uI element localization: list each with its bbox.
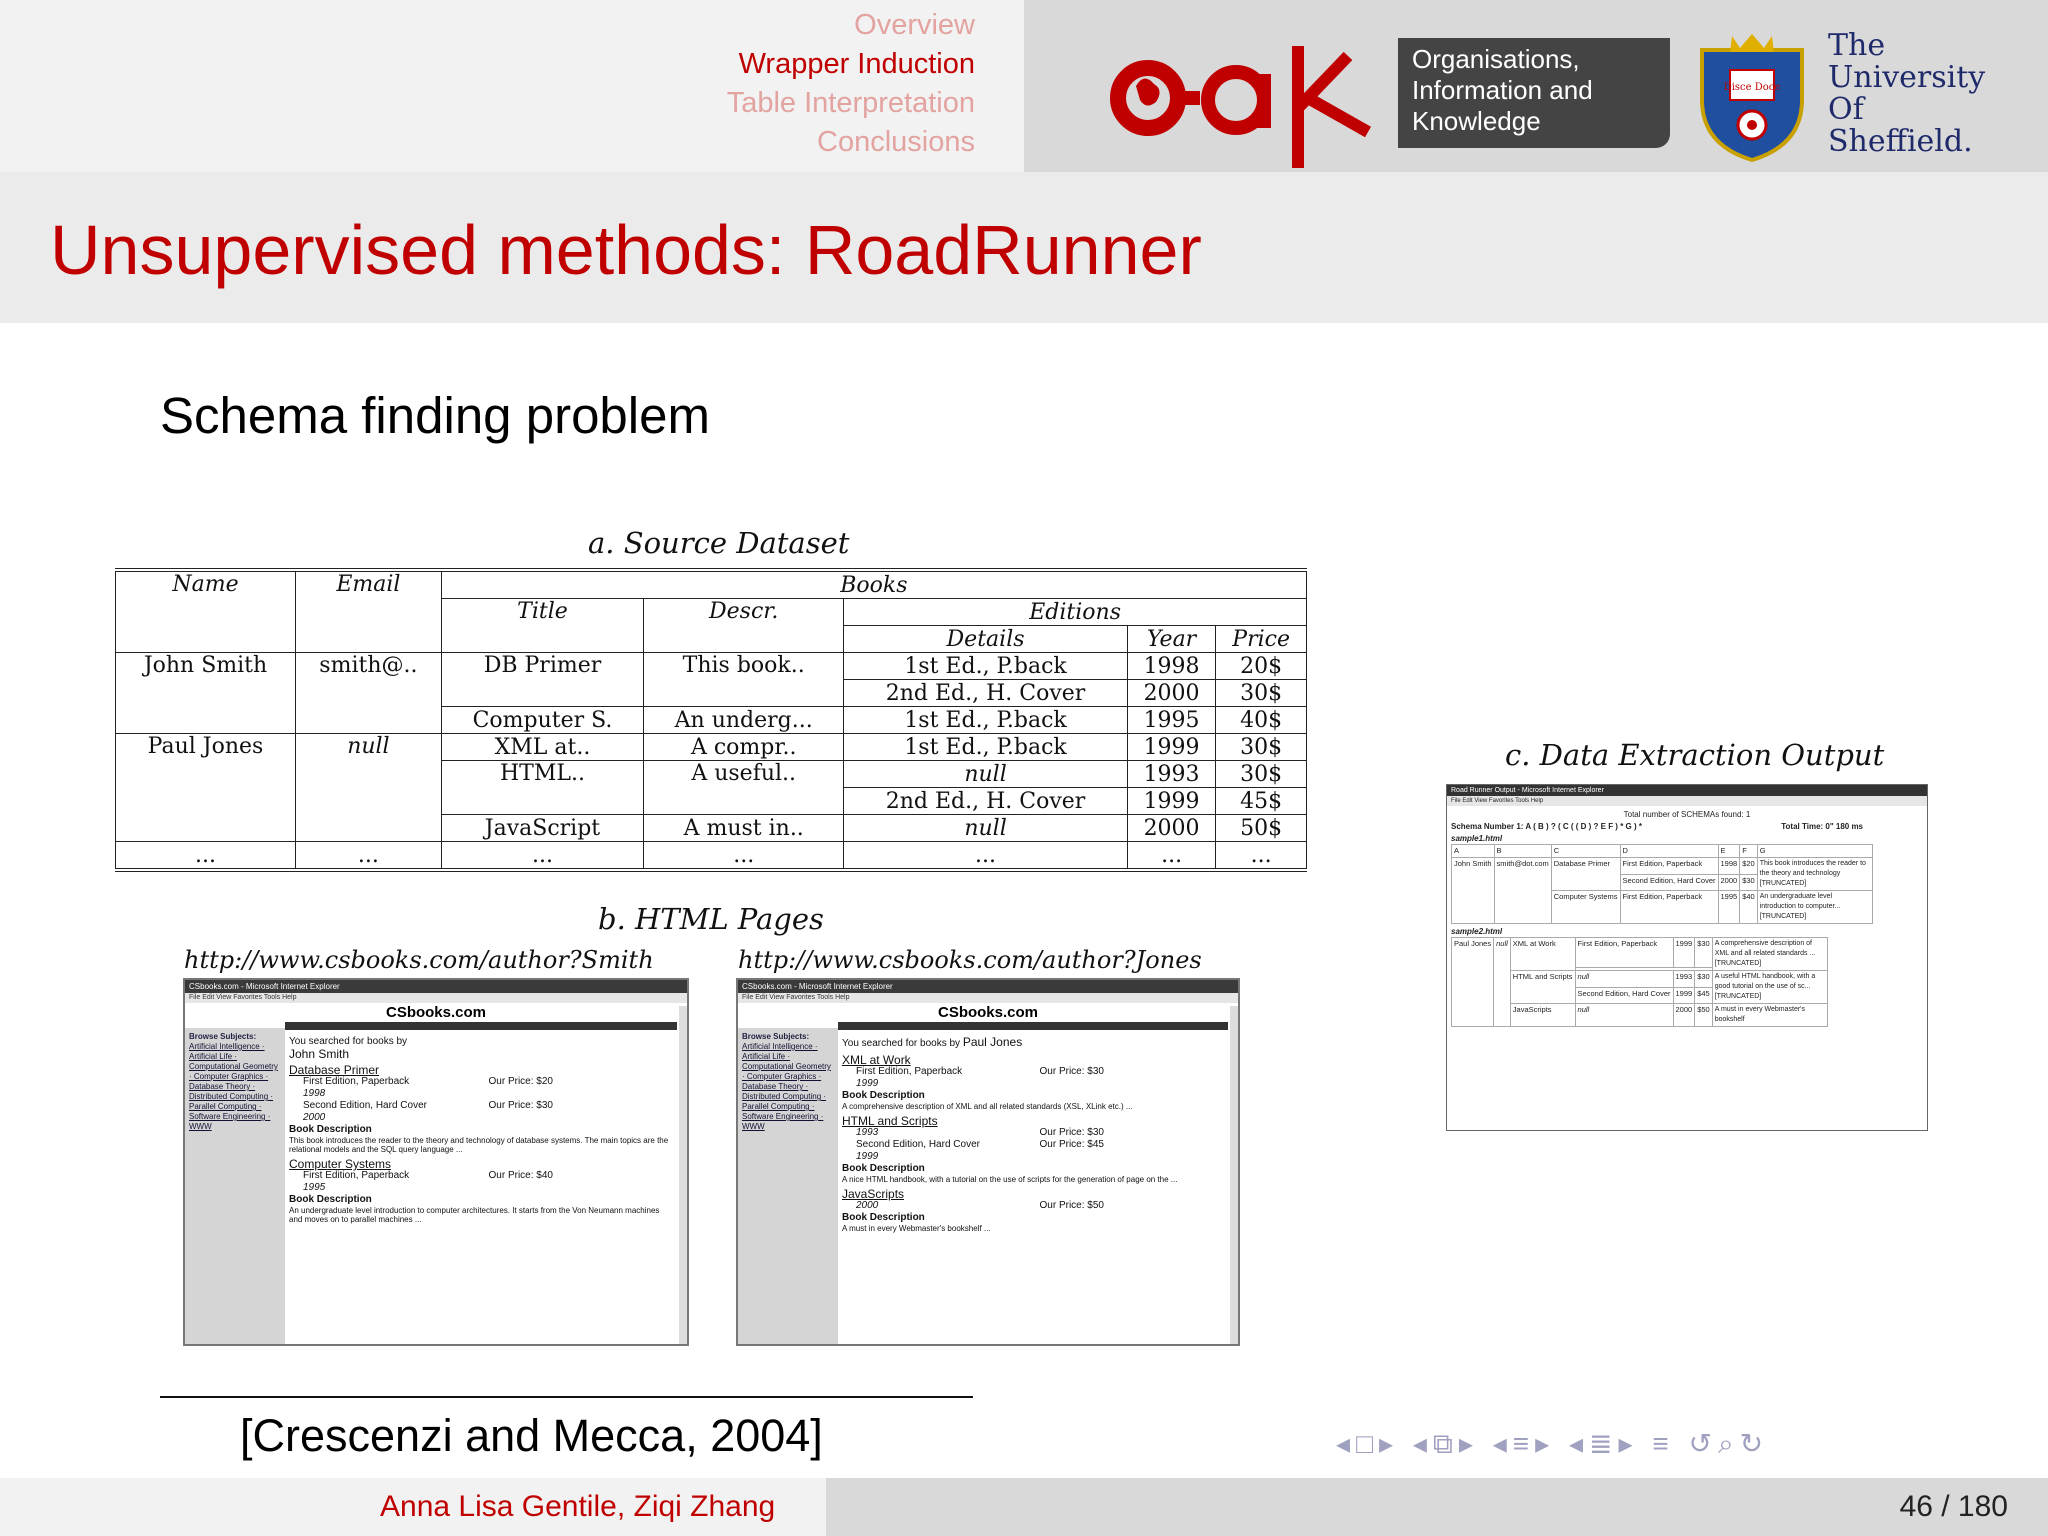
book-title-link[interactable]: Computer Systems <box>289 1157 392 1171</box>
nav-item-overview[interactable]: Overview <box>854 9 975 41</box>
edition-year: 1998 <box>303 1088 326 1099</box>
url-jones: http://www.csbooks.com/author?Jones <box>738 946 1202 974</box>
table-cell: 30$ <box>1216 680 1307 707</box>
crest-motto: Disce Doce <box>1723 82 1781 93</box>
edition-label: First Edition, Paperback <box>303 1076 410 1087</box>
toc-icon[interactable]: ≡ <box>1652 1428 1675 1459</box>
table-header-descr: Descr. <box>644 599 844 653</box>
university-crest-icon <box>1692 30 1812 165</box>
section-navigation <box>727 6 975 162</box>
book-description: This book introduces the reader to the theory and technology of database systems. The main topics are the relational models and the SQL query language ... <box>289 1136 669 1154</box>
caption-html-pages: b. HTML Pages <box>598 902 824 936</box>
table-cell: This book introduces the reader to the theory and technology [TRUNCATED] <box>1757 858 1872 891</box>
edition-year: 1999 <box>856 1078 879 1089</box>
table-cell: Computer S. <box>441 707 643 734</box>
table-cell: John Smith <box>116 653 296 734</box>
table-cell: A must in every Webmaster's bookshelf <box>1712 1004 1827 1027</box>
table-header-editions: Editions <box>844 599 1307 626</box>
frame-icon[interactable]: □ <box>1356 1428 1379 1459</box>
book-title-link[interactable]: JavaScripts <box>842 1187 905 1201</box>
site-brand: CSbooks.com <box>385 1004 487 1021</box>
nav-prev-document-icon[interactable]: ◂ <box>1568 1428 1590 1459</box>
table-cell: 1993 <box>1127 761 1215 788</box>
oik-line-3: Knowledge <box>1412 106 1541 136</box>
table-cell: ... <box>644 842 844 871</box>
nav-item-table-interpretation[interactable]: Table Interpretation <box>726 87 975 119</box>
column-header: G <box>1757 845 1872 858</box>
edition-label: Second Edition, Hard Cover <box>856 1139 980 1150</box>
table-cell: First Edition, Paperback <box>1620 891 1718 924</box>
table-cell: HTML and Scripts <box>1510 971 1575 1004</box>
browser-title-bar: CSbooks.com - Microsoft Internet Explorer <box>738 980 1238 993</box>
browser-scrollbar[interactable] <box>679 1006 687 1344</box>
table-cell: 45$ <box>1216 788 1307 815</box>
footer-authors: Anna Lisa Gentile, Ziqi Zhang <box>380 1490 776 1523</box>
table-cell: ... <box>116 842 296 871</box>
document-icon[interactable]: ≣ <box>1589 1428 1619 1459</box>
redo-icon[interactable]: ↻ <box>1739 1428 1770 1459</box>
price-label: Our Price: $50 <box>1039 1200 1104 1211</box>
nav-item-conclusions[interactable]: Conclusions <box>817 126 975 158</box>
book-description: A comprehensive description of XML and all related standards (XSL, XLink etc.) ... <box>842 1102 1133 1111</box>
sample-label: sample1.html <box>1451 834 1503 843</box>
table-cell: null <box>296 734 442 842</box>
table-cell: 2000 <box>1673 1004 1695 1027</box>
site-nav-bar <box>838 1022 1228 1030</box>
edition-year: 2000 <box>303 1112 326 1123</box>
table-cell: Computer Systems <box>1551 891 1620 924</box>
table-cell: ... <box>296 842 442 871</box>
section-icon[interactable]: ≡ <box>1512 1428 1536 1459</box>
table-cell: ... <box>844 842 1128 871</box>
table-header-year: Year <box>1127 626 1215 653</box>
table-cell: Paul Jones <box>116 734 296 842</box>
search-intro: You searched for books by <box>289 1036 408 1047</box>
description-label: Book Description <box>842 1163 925 1174</box>
book-title-link[interactable]: Database Primer <box>289 1063 380 1077</box>
nav-prev-section-icon[interactable]: ◂ <box>1492 1428 1513 1459</box>
table-cell: JavaScripts <box>1510 1004 1575 1027</box>
page-content <box>842 1036 1224 1233</box>
nav-next-section-icon[interactable]: ▸ <box>1535 1428 1556 1459</box>
table-row <box>1452 845 1873 858</box>
table-cell: $20 <box>1740 858 1758 875</box>
table-cell: ... <box>441 842 643 871</box>
price-label: Our Price: $30 <box>1039 1066 1104 1077</box>
total-time: Total Time: 0" 180 ms <box>1781 822 1863 831</box>
slide-title: Unsupervised methods: RoadRunner <box>50 211 1202 289</box>
output-menu-bar: File Edit View Favorites Tools Help <box>1447 796 1927 806</box>
edition-year: 1999 <box>856 1151 879 1162</box>
table-cell: 1st Ed., P.back <box>844 734 1128 761</box>
total-schemas: Total number of SCHEMAs found: 1 <box>1623 810 1751 819</box>
price-label: Our Price: $45 <box>1039 1139 1104 1150</box>
book-title-link[interactable]: XML at Work <box>842 1053 911 1067</box>
table-cell: $40 <box>1740 891 1758 924</box>
table-cell: 2000 <box>1127 680 1215 707</box>
table-row <box>1452 938 1828 968</box>
search-intro: You searched for books by <box>842 1038 961 1049</box>
table-cell: 50$ <box>1216 815 1307 842</box>
table-cell: 1999 <box>1673 938 1695 968</box>
browse-subjects-sidebar <box>185 1028 285 1344</box>
citation: [Crescenzi and Mecca, 2004] <box>240 1410 823 1461</box>
browser-menu-bar: File Edit View Favorites Tools Help <box>738 993 1238 1003</box>
caption-data-extraction-output: c. Data Extraction Output <box>1505 738 1885 772</box>
oik-line-2: Information and <box>1412 75 1593 105</box>
subsection-icon[interactable]: ⧉ <box>1432 1428 1459 1459</box>
site-brand: CSbooks.com <box>937 1004 1039 1021</box>
footer-right-panel <box>826 1478 2048 1536</box>
table-cell: A must in.. <box>644 815 844 842</box>
oak-leaf-icon <box>1136 78 1160 105</box>
sample-label: sample2.html <box>1451 927 1503 936</box>
university-line-1: The <box>1828 28 1886 63</box>
table-row <box>116 653 1307 680</box>
browse-subjects-sidebar <box>738 1028 838 1344</box>
university-line-4: Sheffield. <box>1828 124 1973 159</box>
browser-title-bar: CSbooks.com - Microsoft Internet Explorer <box>185 980 687 993</box>
edition-year: 1993 <box>856 1127 879 1138</box>
table-cell: XML at Work <box>1510 938 1575 971</box>
table-cell: smith@dot.com <box>1494 858 1551 924</box>
description-label: Book Description <box>289 1194 372 1205</box>
table-cell: First Edition, Paperback <box>1575 938 1673 968</box>
table-cell: null <box>844 761 1128 788</box>
table-cell: 1st Ed., P.back <box>844 707 1128 734</box>
table-header-title: Title <box>441 599 643 653</box>
beamer-navigation <box>1336 1427 1769 1461</box>
price-label: Our Price: $40 <box>488 1170 553 1181</box>
table-cell: null <box>1575 1004 1673 1027</box>
page-content <box>289 1036 673 1224</box>
university-line-3: Of <box>1828 92 1864 127</box>
author-name: Paul Jones <box>962 1035 1023 1049</box>
table-cell: 1999 <box>1673 987 1695 1004</box>
description-label: Book Description <box>842 1212 925 1223</box>
citation-rule <box>160 1396 973 1398</box>
column-header: D <box>1620 845 1718 858</box>
table-cell: DB Primer <box>441 653 643 707</box>
edition-year: 1995 <box>303 1182 326 1193</box>
table-cell: $30 <box>1695 971 1713 988</box>
sidebar-subject-links[interactable]: Artificial Intelligence · Artificial Life · Computational Geometry · Computer Graphics · Database Theory · Distributed Computing · Parallel Computing · Software Engineering · WWW <box>189 1042 278 1131</box>
book-description: An undergraduate level introduction to computer architectures. It starts from the Von Neumann machines and moves on to parallel machines ... <box>289 1206 660 1224</box>
table-cell: 30$ <box>1216 761 1307 788</box>
browser-menu-bar: File Edit View Favorites Tools Help <box>185 993 687 1003</box>
table-cell: 1st Ed., P.back <box>844 653 1128 680</box>
price-label: Our Price: $20 <box>488 1076 553 1087</box>
nav-prev-subsection-icon[interactable]: ◂ <box>1412 1428 1433 1459</box>
nav-next-frame-icon[interactable]: ▸ <box>1378 1428 1400 1459</box>
author-name: John Smith <box>289 1047 350 1061</box>
table-row <box>116 842 1307 871</box>
price-label: Our Price: $30 <box>488 1100 553 1111</box>
table-cell: HTML.. <box>441 761 643 815</box>
oik-logo-text <box>1412 44 1593 137</box>
caption-source-dataset: a. Source Dataset <box>588 526 850 560</box>
book-description: A must in every Webmaster's bookshelf ... <box>842 1224 991 1233</box>
table-cell: 2000 <box>1718 874 1740 891</box>
table-cell: null <box>1575 971 1673 988</box>
table-header-books: Books <box>441 570 1306 599</box>
table-cell: John Smith <box>1452 858 1495 924</box>
oak-logo <box>1108 28 1378 173</box>
table-cell: 1999 <box>1127 734 1215 761</box>
sidebar-subject-links[interactable]: Artificial Intelligence · Artificial Life · Computational Geometry · Computer Graphics · Database Theory · Distributed Computing · Parallel Computing · Software Engineering · WWW <box>742 1042 831 1131</box>
table-cell: A useful HTML handbook, with a good tutorial on the use of sc... [TRUNCATED] <box>1712 971 1827 1004</box>
table-cell: A comprehensive description of XML and all related standards ... [TRUNCATED] <box>1712 938 1827 971</box>
table-cell: An undergraduate level introduction to computer... [TRUNCATED] <box>1757 891 1872 924</box>
table-cell: This book.. <box>644 653 844 707</box>
table-row <box>116 734 1307 761</box>
sidebar-title: Browse Subjects: <box>189 1032 257 1041</box>
source-dataset-table <box>115 568 1307 872</box>
table-cell: smith@.. <box>296 653 442 734</box>
column-header: C <box>1551 845 1620 858</box>
table-cell: 2nd Ed., H. Cover <box>844 680 1128 707</box>
browser-window-smith <box>183 978 689 1346</box>
table-header-name: Name <box>116 570 296 653</box>
browser-window-jones <box>736 978 1240 1346</box>
table-cell: 1995 <box>1127 707 1215 734</box>
table-cell: ... <box>1127 842 1215 871</box>
table-cell: Second Edition, Hard Cover <box>1620 874 1718 891</box>
nav-next-document-icon[interactable]: ▸ <box>1618 1428 1639 1459</box>
column-header: E <box>1718 845 1740 858</box>
table-cell: $30 <box>1695 938 1713 968</box>
table-cell: JavaScript <box>441 815 643 842</box>
footer-page-number: 46 / 180 <box>1899 1490 2008 1523</box>
table-cell: $45 <box>1695 987 1713 1004</box>
column-header: F <box>1740 845 1758 858</box>
sidebar-title: Browse Subjects: <box>742 1032 810 1041</box>
table-cell: ... <box>1216 842 1307 871</box>
table-cell: 2nd Ed., H. Cover <box>844 788 1128 815</box>
university-line-2: University <box>1828 60 1986 95</box>
browser-scrollbar[interactable] <box>1230 1006 1238 1344</box>
description-label: Book Description <box>289 1124 372 1135</box>
table-cell: null <box>1494 938 1511 1027</box>
edition-year: 2000 <box>856 1200 879 1211</box>
university-wordmark <box>1828 30 1985 158</box>
book-title-link[interactable]: HTML and Scripts <box>842 1114 938 1128</box>
nav-prev-frame-icon[interactable]: ◂ <box>1336 1428 1357 1459</box>
nav-item-wrapper-induction[interactable]: Wrapper Induction <box>738 48 975 80</box>
table-cell: 1999 <box>1127 788 1215 815</box>
table-cell: A useful.. <box>644 761 844 815</box>
table-header-email: Email <box>296 570 442 653</box>
oak-letter-k-leg <box>1308 98 1368 132</box>
table-cell: First Edition, Paperback <box>1620 858 1718 875</box>
url-smith: http://www.csbooks.com/author?Smith <box>184 946 654 974</box>
output-table-sample2 <box>1451 937 1828 1027</box>
table-cell: Database Primer <box>1551 858 1620 891</box>
table-row <box>1452 858 1873 875</box>
table-cell: 1998 <box>1127 653 1215 680</box>
table-header-price: Price <box>1216 626 1307 653</box>
nav-next-subsection-icon[interactable]: ▸ <box>1458 1428 1479 1459</box>
book-description: A nice HTML handbook, with a tutorial on the use of scripts for the generation of page on the ... <box>842 1175 1178 1184</box>
edition-label: Second Edition, Hard Cover <box>303 1100 427 1111</box>
extraction-output-window <box>1446 784 1928 1131</box>
output-table-sample1 <box>1451 844 1873 924</box>
table-cell: 30$ <box>1216 734 1307 761</box>
description-label: Book Description <box>842 1090 925 1101</box>
table-cell: Paul Jones <box>1452 938 1494 1027</box>
search-icon[interactable]: ⌕ <box>1717 1428 1740 1459</box>
table-cell: null <box>844 815 1128 842</box>
table-cell: Second Edition, Hard Cover <box>1575 987 1673 1004</box>
table-cell: 1993 <box>1673 971 1695 988</box>
oak-letter-a <box>1208 72 1264 128</box>
oak-letter-k-arm <box>1300 56 1348 106</box>
column-header: B <box>1494 845 1551 858</box>
site-nav-bar <box>285 1022 677 1030</box>
table-cell: XML at.. <box>441 734 643 761</box>
edition-label: First Edition, Paperback <box>303 1170 410 1181</box>
oik-line-1: Organisations, <box>1412 44 1580 74</box>
table-cell: An underg... <box>644 707 844 734</box>
table-cell: $50 <box>1695 1004 1713 1027</box>
edition-label: First Edition, Paperback <box>856 1066 963 1077</box>
output-title-bar: Road Runner Output - Microsoft Internet Explorer <box>1447 785 1927 796</box>
column-header: A <box>1452 845 1495 858</box>
table-cell: 1995 <box>1718 891 1740 924</box>
table-header-details: Details <box>844 626 1128 653</box>
price-label: Our Price: $30 <box>1039 1127 1104 1138</box>
table-cell: 20$ <box>1216 653 1307 680</box>
table-cell: 40$ <box>1216 707 1307 734</box>
slide-subtitle: Schema finding problem <box>160 387 710 444</box>
table-cell: 2000 <box>1127 815 1215 842</box>
table-cell: $30 <box>1740 874 1758 891</box>
undo-icon[interactable]: ↺ <box>1688 1428 1718 1459</box>
table-cell: 1998 <box>1718 858 1740 875</box>
table-cell: A compr.. <box>644 734 844 761</box>
crest-crown <box>1730 34 1774 52</box>
schema-expression: Schema Number 1: A ( B ) ? ( C ( ( D ) ? E F ) * G ) * <box>1451 822 1642 831</box>
